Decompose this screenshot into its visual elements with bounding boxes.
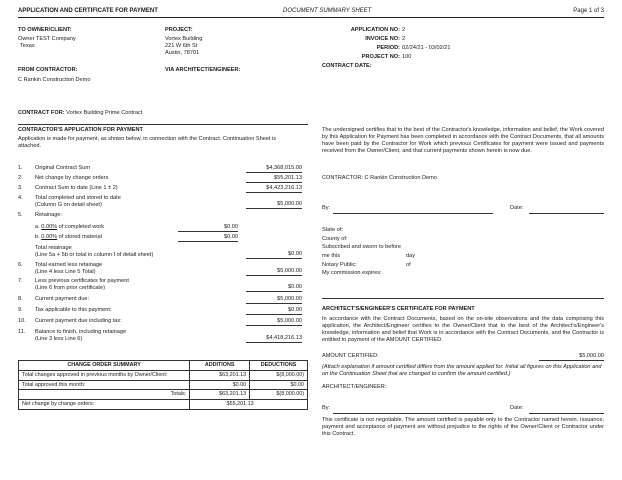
owner-state: Texas	[20, 42, 35, 49]
application-line	[18, 329, 308, 343]
application-line	[18, 278, 308, 292]
application-line	[18, 262, 308, 276]
table-row	[19, 380, 308, 390]
project-no-label: PROJECT NO:	[361, 54, 400, 60]
line-description-sub: (Line 4 less Line 5 Total)	[35, 268, 96, 275]
retainage-a-label	[35, 224, 104, 231]
cert-by-label: By:	[322, 205, 331, 211]
via-architect-label: VIA ARCHITECT/ENGINEER:	[165, 67, 241, 73]
co-additions: $0.00	[190, 380, 250, 390]
owner-name: Owner TEST Company	[18, 35, 76, 42]
line-amount: $55,201.13	[246, 175, 302, 183]
line-amount: $5,000.00	[246, 296, 302, 304]
amount-explanation: (Attach explanation if amount certified differs from the amount applied for. Initial all figures on this Application and on the Continuation Sheet that are changed to confirm the amount certified.)	[322, 364, 602, 377]
notary-block	[322, 226, 416, 278]
line-number: 1.	[18, 165, 23, 171]
contractor-block	[18, 67, 90, 84]
line-description-text: Tax applicable to this payment:	[35, 307, 112, 313]
line-description-sub: (Column G on detail sheet)	[35, 201, 102, 208]
contract-for-value: Vortex Building Prime Contract	[66, 110, 143, 116]
line-description-text: Total earned less retainage	[35, 262, 103, 268]
line-number: 7.	[18, 278, 23, 284]
co-header-additions: ADDITIONS	[190, 361, 250, 371]
certificate-footer-text: This certificate is not negotiable. The amount certified is payable only to the Contractor named herein. Issuance, payment and acceptance of payment are without prejudice to the rights of the Owner/Client or Contractor under this Contract.	[322, 417, 604, 437]
line-number: 6.	[18, 262, 23, 268]
project-label: PROJECT:	[165, 27, 193, 33]
contractor-certification-text: The undersigned certifies that to the best of the Contractor's knowledge, information and belief, the Work covered by this Application for Payment has been completed in accordance with the Contract Documents, that all amounts have been paid by the Contractor for Work which previous Certificates for payment were issued and payments received from the Owner/Client, and that current payments shown herein is now due.	[322, 127, 604, 154]
line-amount: $0.00	[246, 307, 302, 315]
line-number: 8.	[18, 296, 23, 302]
contract-date-label: CONTRACT DATE:	[322, 63, 372, 69]
project-no: 100	[402, 54, 412, 60]
co-deductions: $0.00	[250, 380, 308, 390]
architect-heading: ARCHITECT'S/ENGINEER'S CERTIFICATE FOR PAYMENT	[322, 306, 475, 312]
document-title: APPLICATION AND CERTIFICATE FOR PAYMENT	[18, 8, 158, 14]
project-address2: Austin, 78701	[165, 49, 200, 56]
co-label: Total approved this month:	[19, 380, 190, 390]
contractor-name: C Rankin Construction Demo	[18, 76, 91, 83]
table-row	[19, 370, 308, 380]
line-description-text: Net change by change orders	[35, 175, 109, 181]
amount-certified-value: $5,000.00	[539, 353, 604, 361]
co-additions: $63,201.13	[190, 370, 250, 380]
co-label: Total changes approved in previous months by Owner/Client:	[19, 370, 190, 380]
retainage-a-pct: 0.00%	[41, 224, 58, 230]
line-description	[35, 185, 245, 192]
county-of-label: County of:	[322, 235, 348, 242]
line-description-text: Total completed and stored to date	[35, 195, 121, 201]
retainage-b-label	[35, 234, 102, 241]
line-description	[35, 165, 245, 172]
application-line	[18, 195, 308, 209]
co-net-label: Net change by change orders:	[19, 400, 190, 410]
amount-certified-label: AMOUNT CERTIFIED:	[322, 353, 379, 359]
line-number: 9.	[18, 307, 23, 313]
line-amount: $0.00	[246, 251, 302, 259]
line-description	[35, 195, 245, 209]
line-description	[35, 329, 245, 343]
commission-label: My commission expires:	[322, 270, 382, 277]
application-no-label: APPLICATION NO:	[350, 27, 400, 33]
arch-by-label: By:	[322, 405, 331, 411]
project-block	[165, 27, 202, 57]
cert-date-line	[529, 213, 604, 214]
line-description-text: Balance to finish, including retainage	[35, 329, 127, 335]
line-description-text: Retainage:	[35, 212, 63, 218]
co-header-deductions: DEDUCTIONS	[250, 361, 308, 371]
line-number: 5.	[18, 212, 23, 218]
architect-engineer-label: ARCHITECT/ENGINEER:	[322, 384, 387, 390]
period-value: 02/24/21 - 03/02/21	[402, 45, 451, 51]
line-description-text: Total retainage	[35, 245, 72, 251]
co-net-value: $55,201.13	[190, 400, 308, 410]
co-deductions: $(8,000.00)	[250, 370, 308, 380]
day-of-label: day of	[406, 252, 416, 268]
table-row	[19, 400, 308, 410]
line-amount: $5,000.00	[246, 268, 302, 276]
contractor-application-header	[18, 127, 308, 150]
owner-label: TO OWNER/CLIENT:	[18, 27, 72, 33]
cert-date-label: Date:	[510, 205, 524, 211]
line-number: 10.	[18, 318, 26, 324]
project-name: Vortex Building	[165, 35, 203, 42]
co-additions: $63,201.13	[190, 390, 250, 400]
line-amount: $4,368,015.00	[246, 165, 302, 173]
line-description-text: Current payment due:	[35, 296, 90, 302]
line-description-sub: (Line 5a + 5b or total in column I of detail sheet)	[35, 251, 154, 258]
line-amount: $4,423,216.13	[246, 185, 302, 193]
line-amount: $5,000.00	[246, 318, 302, 326]
line-number: 4.	[18, 195, 23, 201]
retainage-b-text: of stored material	[58, 234, 102, 240]
retainage-a-amount: $0.00	[178, 224, 238, 232]
co-deductions: $(8,000.00)	[250, 390, 308, 400]
project-address1: 221 W 6th St	[165, 42, 198, 49]
period-label: PERIOD:	[376, 45, 400, 51]
line-description	[35, 296, 245, 303]
line-description	[35, 318, 245, 325]
co-header-summary: CHANGE ORDER SUMMARY	[19, 361, 190, 371]
document-subtitle: DOCUMENT SUMMARY SHEET	[283, 8, 372, 14]
retainage-b-prefix: b.	[35, 234, 40, 240]
co-label: Totals:	[19, 390, 190, 400]
line-number: 11.	[18, 329, 26, 335]
state-of-label: State of:	[322, 227, 343, 233]
line-description	[35, 175, 245, 182]
line-description	[35, 307, 245, 314]
contract-for-label: CONTRACT FOR:	[18, 110, 65, 116]
sworn-label: Subscribed and sworn to before	[322, 244, 401, 251]
application-no: 2	[402, 27, 406, 33]
certification-contractor: CONTRACTOR: C Rankin Construction Demo	[322, 175, 437, 181]
me-this-label: me this	[322, 252, 341, 259]
line-number: 2.	[18, 175, 23, 181]
line-description-sub: (Line 6 from prior certificate)	[35, 284, 105, 291]
line-description-text: Current payment due including tax:	[35, 318, 122, 324]
page-number: Page 1 of 3	[573, 8, 604, 14]
arch-by-line	[333, 413, 493, 414]
arch-date-label: Date:	[510, 405, 524, 411]
change-order-summary-table	[18, 360, 308, 410]
retainage-a-text: of completed work	[58, 224, 105, 230]
line-number: 3.	[18, 185, 23, 191]
line-description-text: Less previous certificates for payment	[35, 278, 129, 284]
contractor-application-intro: Application is made for payment, as shown below, in connection with the Contract. Continuation Sheet is attached.	[18, 135, 277, 149]
line-description	[35, 278, 245, 292]
architect-divider	[322, 298, 604, 299]
from-contractor-label: FROM CONTRACTOR:	[18, 67, 78, 73]
line-amount: $4,418,216.13	[246, 335, 302, 343]
retainage-a-prefix: a.	[35, 224, 40, 230]
application-info	[322, 27, 451, 72]
amount-certified-row	[322, 353, 604, 361]
notary-label: Notary Public:	[322, 261, 357, 268]
owner-block	[18, 27, 76, 50]
line-description-text: Contract Sum to date (Line 1 ± 2)	[35, 185, 118, 191]
invoice-no-label: INVOICE NO:	[365, 36, 400, 42]
application-line	[18, 245, 308, 259]
line-description-sub: (Line 3 less Line 6)	[35, 335, 83, 342]
line-description-text: Original Contract Sum	[35, 165, 91, 171]
line-amount: $5,000.00	[246, 201, 302, 209]
line-amount: $0.00	[246, 284, 302, 292]
invoice-no: 2	[402, 36, 406, 42]
line-description	[35, 245, 245, 259]
retainage-b-amount: $0.00	[178, 234, 238, 242]
line-description	[35, 212, 245, 219]
arch-date-line	[529, 413, 604, 414]
page-header	[18, 6, 604, 18]
line-description	[35, 262, 245, 276]
cert-by-line	[333, 213, 493, 214]
retainage-b-pct: 0.00%	[41, 234, 58, 240]
contractor-application-heading: CONTRACTOR'S APPLICATION FOR PAYMENT	[18, 127, 143, 133]
table-row	[19, 390, 308, 400]
contract-for	[18, 110, 142, 117]
architect-text: In accordance with the Contract Documents, based on the on-site observations and the data comprising this application, the Architect/Engineer certifies to the Owner/Client that to the best of the Architect's/Engineer's knowledge, information and belief that Work is in accordance with the Contract Documents, and the Contractor is entitled to payment of the AMOUNT CERTIFIED.	[322, 316, 604, 343]
